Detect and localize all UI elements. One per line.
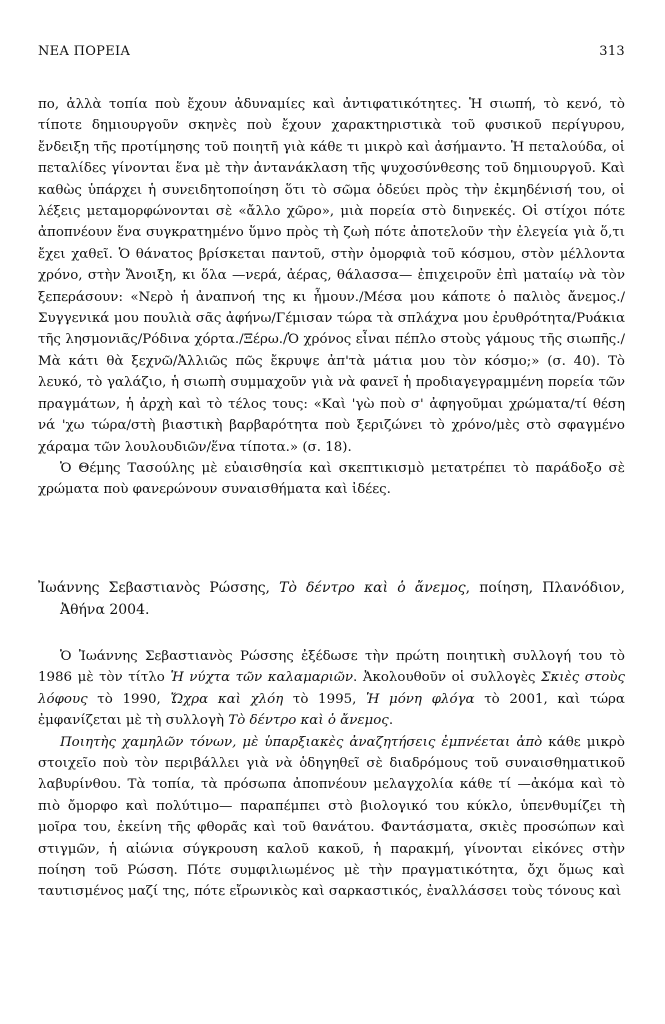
- citation-title: Τὸ δέντρο καὶ ὁ ἄνεμος: [279, 580, 466, 596]
- book-title: Σκιὲς στοὺς λόφους: [38, 670, 626, 707]
- text-run: .: [388, 713, 394, 729]
- text-run: τὸ 1990,: [87, 691, 171, 707]
- citation-author: Ἰωάννης Σεβαστιανὸς Ρώσσης,: [38, 580, 280, 596]
- citation-details: , ποίηση, Πλανόδιον, Ἀθήνα 2004.: [60, 580, 625, 618]
- text-run: τὸ 1995,: [283, 691, 367, 707]
- paragraph: πο, ἀλλὰ τοπία ποὺ ἔχουν ἀδυναμίες καὶ ἀντιφατικότητες. Ἡ σιωπή, τὸ κενό, τὸ τίποτε δημιουργοῦν σκηνὲς ποὺ ἔχουν χαρακτηριστικὰ τοῦ φυσικοῦ περίγυρου, ἔνδειξη τῆς προτίμησης τοῦ ποιητῆ γιὰ κάθε τι μικρὸ καὶ ἀσήμαντο. Ἡ πεταλούδα, οἱ πεταλίδες γίνονται ἕνα μὲ τὴν ἀντανάκλαση τῆς ψυχοσύνθεσης τοῦ δημιουργοῦ. Καὶ καθὼς ὑπάρχει ἡ συνειδητοποίηση ὅτι τὸ σῶμα ὁδεύει πρὸς τὴν ἐκμηδένισή του, οἱ λέξεις μεταμορφώνονται σὲ «ἄλλο χῶρο», μιὰ πορεία στὸ διηνεκές. Οἱ στίχοι πότε ἀποπνέουν ἕνα συγκρατημένο ὕμνο πρὸς τὴ ζωὴ πότε ἀποτελοῦν τὴν ἐλεγεία γιὰ ὅ,τι ἔχει χαθεῖ. Ὁ θάνατος βρίσκεται παντοῦ, στὴν ὀμορφιὰ τοῦ κόσμου, στὸν μέλλοντα χρόνο, στὴν Ἄνοιξη, κι ὅλα —νερά, ἀέρας, θάλασσα— ἐπιχειροῦν ἐπὶ ματαίῳ νὰ τὸν ξεπεράσουν: «Νερὸ ἡ ἀναπνοή της κι ἦμουν./Μέσα μου κάποτε ὁ παλιὸς ἄνεμος./Συγγενικά μου πουλιὰ σᾶς ἀφήνω/Γέμισαν τώρα τὰ σπλάχνα μου ἐρυθρότητα/Ρυάκια τῆς λησμονιᾶς/Ρόδινα χόρτα./Ξέρω./Ὁ χρόνος εἶναι πέπλο στοὺς γάμους τῆς σιωπῆς./Μὰ κάτι θὰ ξεχνῶ/Ἀλλιῶς πῶς ἔκρυψε ἀπ'τὰ μάτια μου τὸν κόσμο;» (σ. 40). Τὸ λευκό, τὸ γαλάζιο, ἡ σιωπὴ συμμαχοῦν γιὰ νὰ φανεῖ ἡ προδιαγεγραμμένη πορεία τῶν πραγμάτων, ἡ ἀρχὴ καὶ τὸ τέλος τους: «Καὶ 'γὼ ποὺ σ' ἀφηγοῦμαι χρώματα/τί θέση νά 'χω τώρα/στὴ βιαστικὴ βαρβαρότητα ποὺ ξεριζώνει τὸ χρόνο/μὲς στὸ σφαγμένο χάραμα τῶν λουλουδιῶν/ἕνα τίποτα.» (σ. 18).: [38, 97, 625, 455]
- text-run: τὸ 2001, καὶ τώρα ἐμφανίζεται μὲ τὴ συλλογὴ: [38, 691, 625, 729]
- paragraph: Ὁ Θέμης Τασούλης μὲ εὐαισθησία καὶ σκεπτικισμὸ μετατρέπει τὸ παράδοξο σὲ χρώματα ποὺ φανερώνουν συναισθήματα καὶ ἰδέες.: [38, 460, 625, 498]
- running-head: [38, 44, 625, 59]
- book-title: Ὤχρα καὶ χλόη: [170, 691, 284, 707]
- text-run: . Ἀκολουθοῦν οἱ συλλογὲς: [353, 670, 542, 686]
- journal-title: ΝΕΑ ΠΟΡΕΙΑ: [38, 44, 131, 59]
- paragraph: [38, 646, 625, 732]
- text-run: κάθε μικρὸ στοιχεῖο ποὺ τὸν περιβάλλει γιὰ νὰ ὁδηγηθεῖ σὲ διαδρόμους τοῦ συναισθηματικοῦ λαβυρίνθου. Τὰ τοπία, τὰ πρόσωπα ἀποπνέουν μελαγχολία κάθε τί —ἀκόμα καὶ τὸ πιὸ ὄμορφο καὶ πολύτιμο— παραπέμπει στὸ βιολογικό του κύκλο, ὑπενθυμίζει τὴ μοῖρα του, ἐκείνη τῆς φθορᾶς καὶ τοῦ θανάτου. Φαντάσματα, σκιὲς προσώπων καὶ στιγμῶν, ἡ αἰώνια σύγκρουση καλοῦ κακοῦ, ἡ παρακμή, γίνονται εἰκόνες στὴν ποίηση τοῦ Ρώσση. Πότε συμφιλιωμένος μὲ τὴν πραγματικότητα, ὄχι ὅμως καὶ ταυτισμένος μαζί της, πότε εἴρωνικὸς καὶ σαρκαστικός, ἐναλλάσσει τοὺς τόνους καὶ: [38, 734, 625, 900]
- book-title: Ἡ νύχτα τῶν καλαμαριῶν: [170, 670, 353, 686]
- review-continuation: [38, 94, 625, 501]
- book-title: Ἡ μόνη φλόγα: [366, 691, 475, 707]
- page-number: 313: [599, 44, 625, 59]
- book-title: Τὸ δέντρο καὶ ὁ ἄνεμος: [228, 713, 389, 729]
- paragraph: [38, 732, 625, 903]
- review-body: [38, 646, 625, 903]
- text-run: Ὁ Ἰωάννης Σεβαστιανὸς Ρώσσης ἐξέδωσε τὴν πρώτη ποιητικὴ συλλογή του τὸ 1986 μὲ τὸν τίτλο: [38, 649, 625, 686]
- book-citation: [38, 577, 625, 621]
- emphasized-phrase: Ποιητὴς χαμηλῶν τόνων, μὲ ὑπαρξιακὲς ἀναζητήσεις ἐμπνέεται ἀπὸ: [60, 734, 543, 750]
